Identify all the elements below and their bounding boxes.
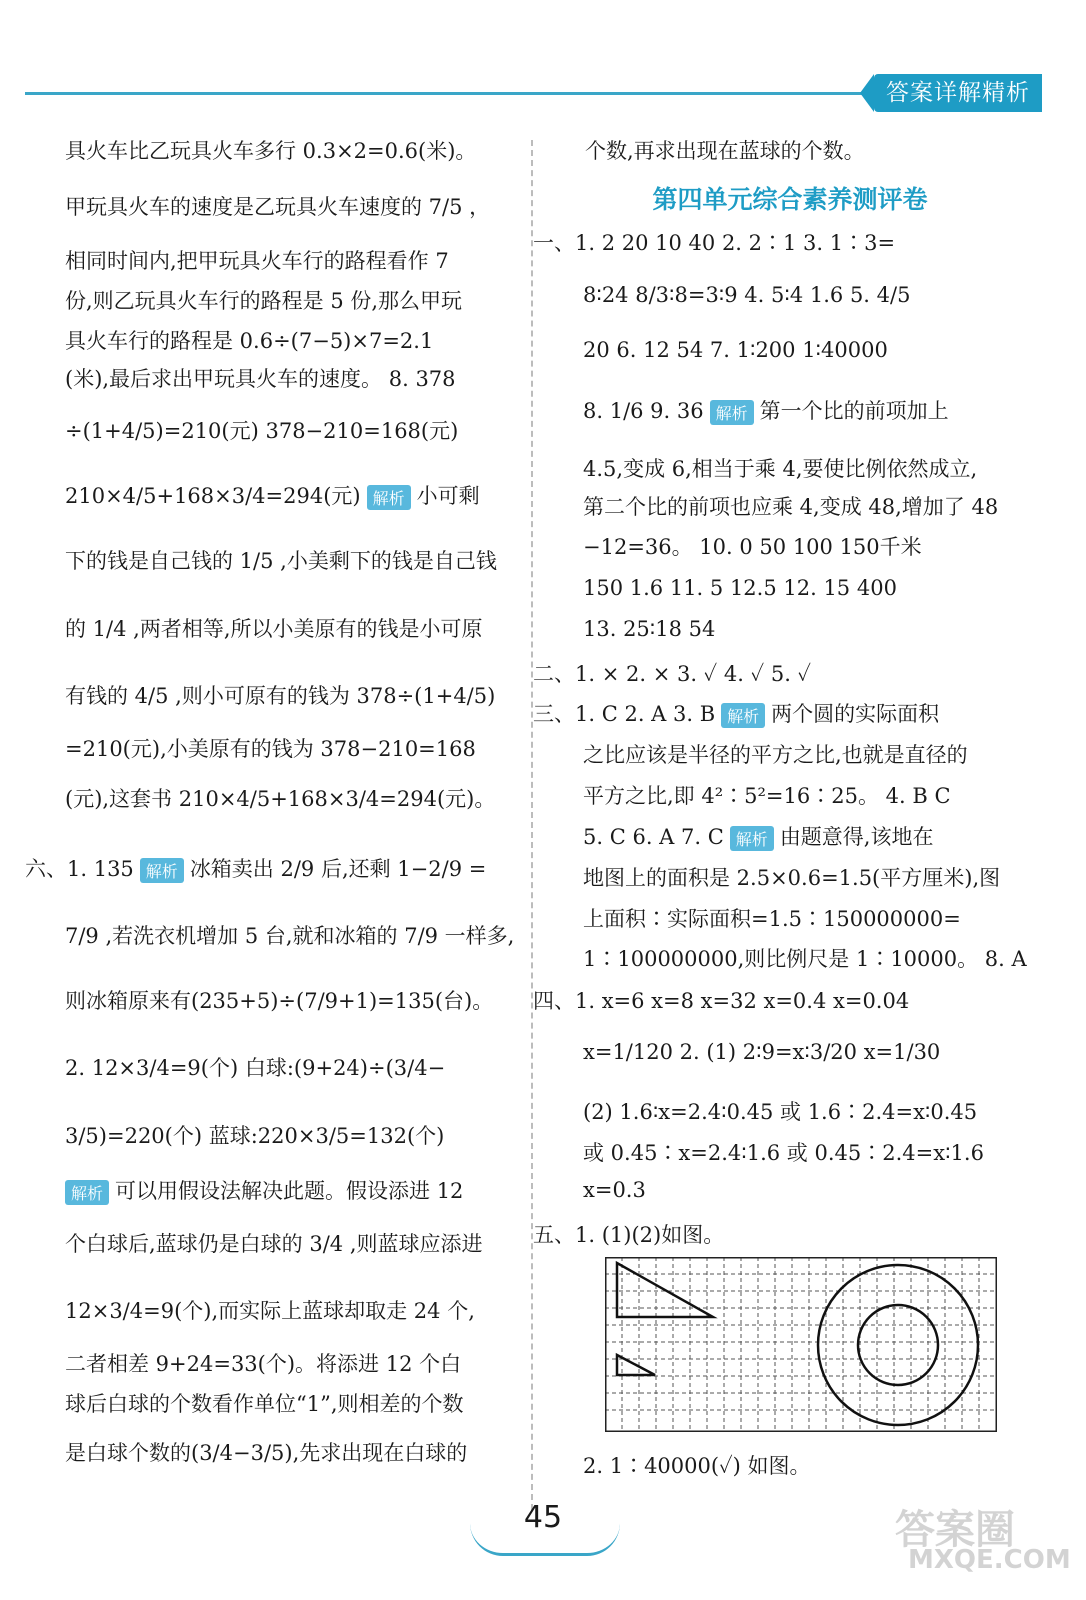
header-rule xyxy=(25,92,885,95)
left-line: 2. 12×3/4=9(个) 白球:(9+24)÷(3/4− xyxy=(65,1056,446,1080)
right-line: 或 0.45∶x=2.4∶1.6 或 0.45∶2.4=x∶1.6 xyxy=(583,1141,984,1165)
left-line: ÷(1+4/5)=210(元) 378−210=168(元) xyxy=(65,419,459,443)
right-line: 二、1. × 2. × 3. ✓ 4. ✓ 5. ✓ xyxy=(533,662,812,686)
right-line xyxy=(583,395,949,425)
column-divider xyxy=(531,140,533,1510)
right-line-text: 三、1. C 2. A 3. B xyxy=(533,702,716,726)
left-line: 12×3/4=9(个),而实际上蓝球却取走 24 个, xyxy=(65,1299,475,1323)
geometry-figure xyxy=(605,1257,997,1436)
right-line: 13. 25∶18 54 xyxy=(583,617,716,641)
right-line: 4.5,变成 6,相当于乘 4,要使比例依然成立, xyxy=(583,457,978,481)
right-line: −12=36。 10. 0 50 100 150千米 xyxy=(583,535,922,559)
left-line: =210(元),小美原有的钱为 378−210=168 xyxy=(65,737,476,761)
watermark-logo: 答案圈 xyxy=(895,1507,1015,1553)
right-line-tail: 两个圆的实际面积 xyxy=(771,702,940,726)
left-line: 是白球个数的(3/4−3/5),先求出现在白球的 xyxy=(65,1441,468,1465)
left-line: 3/5)=220(个) 蓝球:220×3/5=132(个) xyxy=(65,1124,445,1148)
right-line-text: 8. 1/6 9. 36 xyxy=(583,399,704,423)
left-line-text: 210×4/5+168×3/4=294(元) xyxy=(65,484,361,508)
left-line-text: 可以用假设法解决此题。假设添进 12 xyxy=(115,1179,464,1203)
left-line: (米),最后求出甲玩具火车的速度。 8. 378 xyxy=(65,367,456,391)
left-line: 的 1/4 ,两者相等,所以小美原有的钱是小可原 xyxy=(65,617,483,641)
right-line: 150 1.6 11. 5 12.5 12. 15 400 xyxy=(583,576,897,600)
right-line: x=0.3 xyxy=(583,1178,646,1202)
left-line: 有钱的 4/5 ,则小可原有的钱为 378÷(1+4/5) xyxy=(65,684,496,708)
right-line: 8∶24 8/3∶8=3∶9 4. 5∶4 1.6 5. 4/5 xyxy=(583,283,911,307)
header-tag: 答案详解精析 xyxy=(874,74,1042,112)
left-line-tail: 冰箱卖出 2/9 后,还剩 1−2/9 = xyxy=(189,857,487,881)
left-line: 相同时间内,把甲玩具火车行的路程看作 7 xyxy=(65,249,449,273)
analysis-tag: 解析 xyxy=(140,858,184,883)
left-line-tail: 小可剩 xyxy=(416,484,480,508)
left-line xyxy=(65,480,480,510)
left-line: 甲玩具火车的速度是乙玩具火车速度的 7/5 ， xyxy=(65,195,491,219)
right-line: 1∶100000000,则比例尺是 1∶10000。 8. A xyxy=(583,947,1027,971)
analysis-tag: 解析 xyxy=(65,1180,109,1205)
watermark-url: MXQE.COM xyxy=(908,1545,1071,1575)
left-line: 7/9 ,若洗衣机增加 5 台,就和冰箱的 7/9 一样多, xyxy=(65,924,515,948)
right-line: 四、1. x=6 x=8 x=32 x=0.4 x=0.04 xyxy=(533,989,910,1013)
left-line xyxy=(65,1175,463,1205)
left-line: 份,则乙玩具火车行的路程是 5 份,那么甲玩 xyxy=(65,289,463,313)
left-line: 个白球后,蓝球仍是白球的 3/4 ,则蓝球应添进 xyxy=(65,1232,483,1256)
analysis-tag: 解析 xyxy=(730,826,774,851)
right-line: (2) 1.6∶x=2.4∶0.45 或 1.6∶2.4=x∶0.45 xyxy=(583,1100,978,1124)
right-line: 平方之比,即 4²∶5²=16∶25。 4. B C xyxy=(583,784,951,808)
page-number: 45 xyxy=(523,1500,563,1535)
right-line xyxy=(583,821,934,851)
right-line: x=1/120 2. (1) 2∶9=x∶3/20 x=1/30 xyxy=(583,1040,941,1064)
analysis-tag: 解析 xyxy=(367,485,411,510)
left-line: 具火车比乙玩具火车多行 0.3×2=0.6(米)。 xyxy=(65,139,477,163)
right-line: 20 6. 12 54 7. 1∶200 1∶40000 xyxy=(583,338,888,362)
left-line: 球后白球的个数看作单位“1”,则相差的个数 xyxy=(65,1392,464,1416)
right-line xyxy=(533,698,939,728)
analysis-tag: 解析 xyxy=(710,400,754,425)
right-line: 一、1. 2 20 10 40 2. 2∶1 3. 1∶3= xyxy=(533,231,896,255)
right-line: 五、1. (1)(2)如图。 xyxy=(533,1223,725,1247)
section-title: 第四单元综合素养测评卷 xyxy=(652,185,928,214)
right-line: 2. 1∶40000(✓) 如图。 xyxy=(583,1454,811,1478)
right-line-tail: 第一个比的前项加上 xyxy=(759,399,949,423)
right-line-tail: 由题意得,该地在 xyxy=(779,825,934,849)
right-line: 第二个比的前项也应乘 4,变成 48,增加了 48 xyxy=(583,495,999,519)
left-line: 二者相差 9+24=33(个)。将添进 12 个白 xyxy=(65,1352,462,1376)
right-line: 地图上的面积是 2.5×0.6=1.5(平方厘米),图 xyxy=(583,866,1001,890)
right-line: 上面积∶实际面积=1.5∶150000000= xyxy=(583,907,961,931)
left-line: 下的钱是自己钱的 1/5 ,小美剩下的钱是自己钱 xyxy=(65,549,497,573)
right-line-text: 5. C 6. A 7. C xyxy=(583,825,724,849)
left-line xyxy=(25,853,486,883)
analysis-tag: 解析 xyxy=(721,703,765,728)
grid-diagram xyxy=(605,1257,997,1432)
left-line: 具火车行的路程是 0.6÷(7−5)×7=2.1 xyxy=(65,329,434,353)
right-line: 之比应该是半径的平方之比,也就是直径的 xyxy=(583,743,968,767)
left-line-text: 六、1. 135 xyxy=(25,857,134,881)
left-line: (元),这套书 210×4/5+168×3/4=294(元)。 xyxy=(65,787,496,811)
right-line: 个数,再求出现在蓝球的个数。 xyxy=(585,139,865,163)
left-line: 则冰箱原来有(235+5)÷(7/9+1)=135(台)。 xyxy=(65,989,494,1013)
